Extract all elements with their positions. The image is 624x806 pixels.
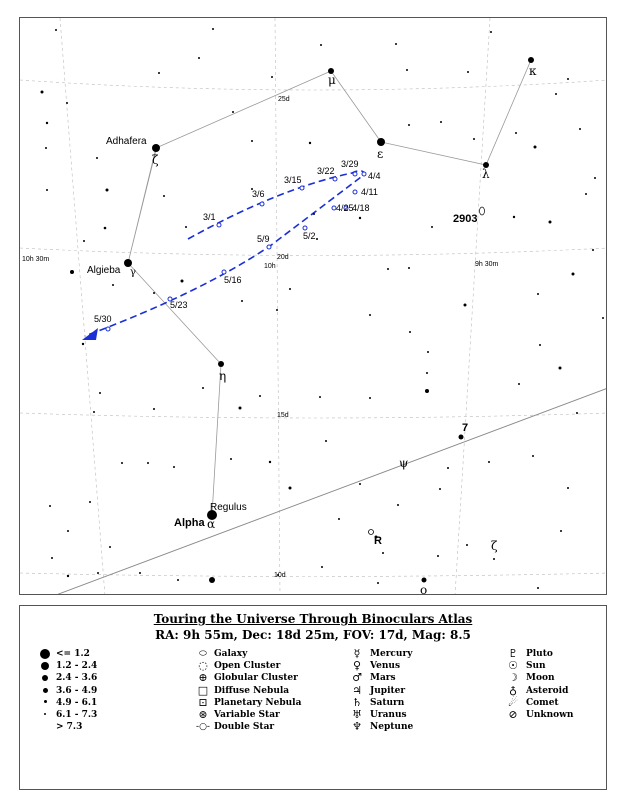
star bbox=[602, 317, 604, 319]
star bbox=[212, 28, 214, 30]
star-7-label: 7 bbox=[462, 422, 469, 434]
star bbox=[555, 93, 557, 95]
star bbox=[46, 122, 48, 124]
path-date-label: 5/16 bbox=[224, 275, 242, 285]
moon-icon: ☽ bbox=[508, 671, 518, 684]
star bbox=[515, 132, 517, 134]
greek-epsilon: ε bbox=[377, 147, 384, 161]
path-point bbox=[106, 327, 110, 331]
star bbox=[104, 227, 107, 230]
path-date-label: 3/22 bbox=[317, 166, 335, 176]
greek-zeta: ζ bbox=[152, 153, 159, 167]
star bbox=[437, 555, 439, 557]
grid-label-ra-930: 9h 30m bbox=[475, 261, 499, 268]
comet-icon: ☄ bbox=[508, 696, 518, 709]
star bbox=[532, 455, 534, 457]
jupiter-icon: ♃ bbox=[352, 684, 362, 697]
star bbox=[218, 361, 224, 367]
star bbox=[209, 577, 215, 583]
legend-galaxy: Galaxy bbox=[214, 649, 248, 659]
star bbox=[579, 128, 581, 130]
star bbox=[153, 408, 155, 410]
star bbox=[259, 395, 261, 397]
star bbox=[321, 566, 323, 568]
star bbox=[70, 270, 74, 274]
star bbox=[241, 300, 243, 302]
star bbox=[576, 412, 578, 414]
star bbox=[459, 435, 464, 440]
star bbox=[425, 389, 429, 393]
path-point bbox=[300, 186, 304, 190]
star bbox=[271, 76, 273, 78]
star bbox=[66, 102, 68, 104]
legend-mars: Mars bbox=[370, 673, 396, 683]
star bbox=[49, 505, 51, 507]
star bbox=[409, 331, 411, 333]
star bbox=[406, 69, 408, 71]
star bbox=[408, 124, 410, 126]
mars-icon: ♂ bbox=[352, 671, 362, 684]
magnitude-4-label: 3.6 - 4.9 bbox=[56, 686, 98, 696]
star bbox=[397, 504, 399, 506]
star bbox=[239, 407, 242, 410]
star bbox=[528, 57, 534, 63]
star bbox=[560, 530, 562, 532]
star bbox=[426, 372, 428, 374]
star bbox=[537, 587, 539, 589]
star bbox=[289, 487, 292, 490]
planetary-nebula-icon: ⊡ bbox=[198, 696, 208, 709]
legend-jupiter: Jupiter bbox=[370, 686, 406, 696]
grid-lines bbox=[20, 18, 607, 595]
star bbox=[89, 501, 91, 503]
path-point bbox=[362, 172, 366, 176]
magnitude-1-icon bbox=[40, 649, 50, 659]
star bbox=[319, 396, 321, 398]
path-point bbox=[353, 172, 357, 176]
greek-lambda: λ bbox=[482, 167, 490, 181]
path-date-label: 3/1 bbox=[203, 212, 216, 222]
star bbox=[567, 487, 569, 489]
grid-label-dec-25: 25d bbox=[278, 96, 290, 103]
path-date-label: 3/29 bbox=[341, 159, 359, 169]
path-date-label: 4/4 bbox=[368, 171, 381, 181]
star bbox=[387, 268, 389, 270]
legend-saturn: Saturn bbox=[370, 698, 405, 708]
path-point bbox=[267, 245, 271, 249]
legend-subtitle: RA: 9h 55m, Dec: 18d 25m, FOV: 17d, Mag: 8.5 bbox=[155, 628, 471, 642]
comet-path bbox=[85, 171, 365, 336]
star bbox=[395, 43, 397, 45]
galaxy-icon bbox=[480, 207, 485, 215]
star bbox=[513, 216, 515, 218]
star bbox=[493, 558, 495, 560]
star bbox=[359, 483, 361, 485]
star bbox=[594, 177, 596, 179]
mercury-icon: ☿ bbox=[353, 647, 361, 660]
star bbox=[377, 138, 385, 146]
diffuse-nebula-icon: □ bbox=[197, 684, 209, 697]
star-name-alpha: Alpha bbox=[174, 517, 205, 529]
star-name-adhafera: Adhafera bbox=[106, 136, 147, 147]
magnitude-6-icon bbox=[44, 713, 46, 715]
star bbox=[369, 397, 371, 399]
legend-title: Touring the Universe Through Binoculars Atlas bbox=[153, 612, 473, 626]
star bbox=[592, 249, 594, 251]
star bbox=[230, 458, 232, 460]
path-point bbox=[222, 270, 226, 274]
venus-icon: ♀ bbox=[352, 659, 362, 672]
greek-psi: ψ bbox=[399, 456, 409, 470]
path-point bbox=[353, 190, 357, 194]
star bbox=[198, 57, 200, 59]
path-date-label: 3/15 bbox=[284, 175, 302, 185]
star-chart-canvas bbox=[20, 18, 607, 595]
star bbox=[276, 309, 278, 311]
greek-mu: μ bbox=[328, 73, 336, 87]
star bbox=[173, 466, 175, 468]
magnitude-3-label: 2.4 - 3.6 bbox=[56, 673, 98, 683]
path-date-label: 5/9 bbox=[257, 234, 270, 244]
star bbox=[67, 530, 69, 532]
greek-gamma: γ bbox=[130, 267, 136, 278]
star bbox=[439, 488, 441, 490]
variable-star-icon bbox=[369, 530, 374, 535]
grid-label-ra-1030: 10h 30m bbox=[22, 256, 50, 263]
star bbox=[139, 572, 141, 574]
star bbox=[427, 351, 429, 353]
star-name-regulus: Regulus bbox=[210, 502, 247, 513]
path-point bbox=[303, 226, 307, 230]
star bbox=[466, 544, 468, 546]
ecliptic-line bbox=[48, 388, 607, 595]
star bbox=[177, 579, 179, 581]
grid-label-dec-15: 15d bbox=[277, 412, 289, 419]
star bbox=[431, 226, 433, 228]
star-chart[interactable] bbox=[19, 17, 607, 595]
star bbox=[185, 226, 187, 228]
legend-panel bbox=[19, 605, 607, 790]
magnitude-1-label: <= 1.2 bbox=[56, 649, 90, 659]
grid-label-ra-10: 10h bbox=[264, 263, 276, 270]
magnitude-2-icon bbox=[41, 662, 49, 670]
star bbox=[121, 462, 123, 464]
star bbox=[109, 546, 111, 548]
star bbox=[316, 238, 318, 240]
legend-uranus: Uranus bbox=[370, 710, 407, 720]
star bbox=[124, 259, 132, 267]
globular-cluster-icon: ⊕ bbox=[198, 671, 208, 684]
magnitude-2-label: 1.2 - 2.4 bbox=[56, 661, 98, 671]
star bbox=[338, 518, 340, 520]
uranus-icon: ♅ bbox=[352, 708, 362, 721]
star bbox=[325, 440, 327, 442]
path-date-label: 4/25 bbox=[336, 203, 354, 213]
sun-icon: ☉ bbox=[508, 659, 518, 672]
star bbox=[309, 142, 311, 144]
star bbox=[158, 72, 160, 74]
legend-mercury: Mercury bbox=[370, 649, 413, 659]
magnitude-4-icon bbox=[43, 688, 48, 693]
star bbox=[539, 344, 541, 346]
star bbox=[45, 147, 47, 149]
star bbox=[382, 552, 384, 554]
star bbox=[51, 557, 53, 559]
legend-asteroid: Asteroid bbox=[526, 686, 569, 696]
star bbox=[369, 314, 371, 316]
star bbox=[534, 146, 537, 149]
legend-neptune: Neptune bbox=[370, 722, 414, 732]
star bbox=[359, 217, 361, 219]
star bbox=[440, 121, 442, 123]
star bbox=[202, 387, 204, 389]
star bbox=[377, 582, 379, 584]
star bbox=[83, 240, 85, 242]
unknown-icon: ⊘ bbox=[508, 708, 518, 721]
path-date-label: 5/2 bbox=[303, 231, 316, 241]
star bbox=[313, 213, 315, 215]
star bbox=[41, 91, 44, 94]
path-date-label: 3/6 bbox=[252, 189, 265, 199]
star bbox=[567, 78, 569, 80]
star bbox=[96, 157, 98, 159]
star bbox=[153, 292, 155, 294]
star bbox=[67, 575, 69, 577]
greek-alpha: α bbox=[207, 517, 216, 531]
star bbox=[251, 140, 253, 142]
star bbox=[473, 138, 475, 140]
open-cluster-icon: ◌ bbox=[198, 659, 208, 672]
double-star-icon: -○- bbox=[196, 722, 210, 732]
star bbox=[163, 195, 165, 197]
star bbox=[537, 293, 539, 295]
galaxy-icon: ⬭ bbox=[199, 649, 207, 659]
path-date-label: 4/11 bbox=[361, 187, 378, 197]
constellation-lines bbox=[128, 60, 531, 518]
star bbox=[422, 578, 427, 583]
star bbox=[572, 273, 575, 276]
legend-double-star: Double Star bbox=[214, 722, 275, 732]
magnitude-6-label: 6.1 - 7.3 bbox=[56, 710, 98, 720]
legend-pluto: Pluto bbox=[526, 649, 553, 659]
path-date-label: 4/18 bbox=[352, 203, 370, 213]
legend-comet: Comet bbox=[526, 698, 559, 708]
legend-sun: Sun bbox=[526, 661, 546, 671]
star bbox=[93, 411, 95, 413]
star bbox=[232, 111, 234, 113]
legend-planetary-nebula: Planetary Nebula bbox=[214, 698, 302, 708]
legend-globular-cluster: Globular Cluster bbox=[214, 673, 298, 683]
magnitude-5-label: 4.9 - 6.1 bbox=[56, 698, 98, 708]
star-field bbox=[41, 28, 605, 589]
star bbox=[467, 71, 469, 73]
star bbox=[559, 367, 562, 370]
star bbox=[147, 462, 149, 464]
path-point bbox=[260, 202, 264, 206]
magnitude-5-icon bbox=[44, 700, 47, 703]
saturn-icon: ♄ bbox=[352, 696, 362, 709]
star bbox=[152, 144, 160, 152]
comet-path-curve bbox=[85, 171, 365, 336]
greek-zeta-2: ζ bbox=[491, 539, 498, 553]
star-name-algieba: Algieba bbox=[87, 265, 121, 276]
path-date-label: 5/23 bbox=[170, 300, 188, 310]
star bbox=[585, 193, 587, 195]
path-point bbox=[333, 177, 337, 181]
star bbox=[488, 461, 490, 463]
star bbox=[181, 280, 184, 283]
legend-venus: Venus bbox=[370, 661, 401, 671]
variable-star-icon: ⊛ bbox=[198, 708, 208, 721]
star bbox=[46, 189, 48, 191]
star bbox=[112, 284, 114, 286]
legend-moon: Moon bbox=[526, 673, 555, 683]
grid-label-dec-20: 20d bbox=[277, 254, 289, 261]
star bbox=[408, 267, 410, 269]
magnitude-7-label: > 7.3 bbox=[56, 722, 83, 732]
star bbox=[269, 461, 271, 463]
asteroid-icon: ♁ bbox=[508, 684, 518, 697]
path-date-label: 5/30 bbox=[94, 314, 112, 324]
path-point bbox=[217, 223, 221, 227]
variable-star-r-label: R bbox=[374, 535, 382, 547]
star bbox=[106, 189, 109, 192]
ngc-2903-label: 2903 bbox=[453, 213, 478, 225]
star bbox=[320, 44, 322, 46]
neptune-icon: ♆ bbox=[352, 720, 362, 733]
star bbox=[447, 467, 449, 469]
greek-eta: η bbox=[219, 369, 227, 383]
legend-variable-star: Variable Star bbox=[214, 710, 280, 720]
pluto-icon: ♇ bbox=[508, 647, 518, 660]
star bbox=[464, 304, 467, 307]
star bbox=[97, 572, 99, 574]
legend-unknown: Unknown bbox=[526, 710, 574, 720]
star bbox=[82, 343, 84, 345]
grid-label-dec-10: 10d bbox=[274, 572, 286, 579]
greek-omicron: ο bbox=[420, 583, 428, 595]
star bbox=[289, 288, 291, 290]
star bbox=[490, 31, 492, 33]
greek-kappa: κ bbox=[529, 64, 537, 78]
star bbox=[55, 29, 57, 31]
star bbox=[99, 392, 101, 394]
magnitude-3-icon bbox=[42, 675, 48, 681]
legend-diffuse-nebula: Diffuse Nebula bbox=[214, 686, 290, 696]
star bbox=[549, 221, 552, 224]
star bbox=[518, 383, 520, 385]
legend-open-cluster: Open Cluster bbox=[214, 661, 281, 671]
